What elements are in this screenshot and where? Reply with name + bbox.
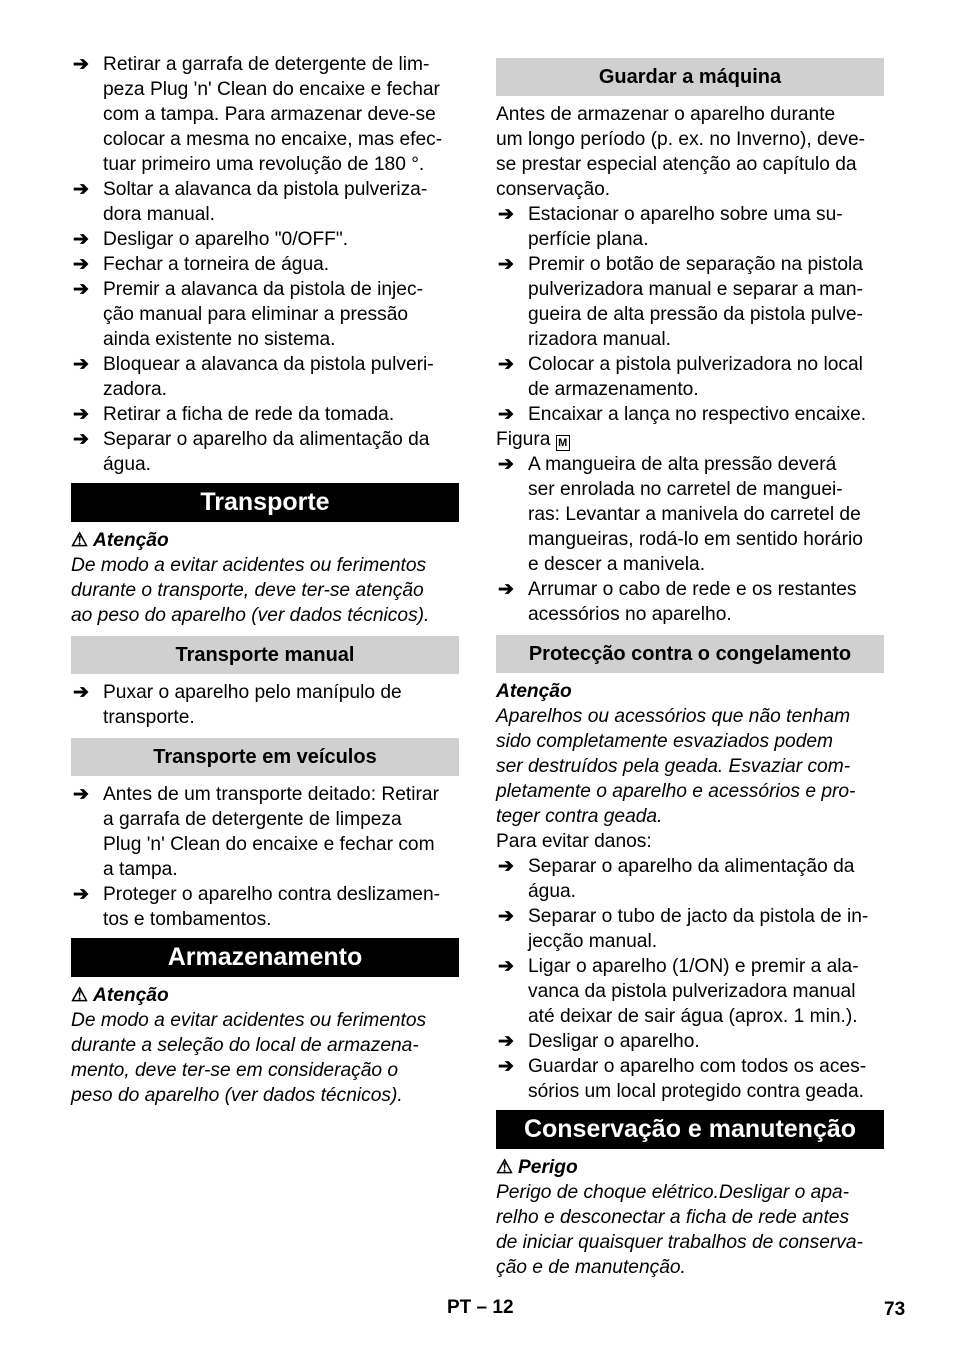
- list-item-text: Retirar a garrafa de detergente de lim- peza Plug 'n' Clean do encaixe e fechar com a tampa. Para armazenar deve-se colocar a mesma no encaixe, mas efec- tuar primeiro uma revolução de 180 °.: [103, 54, 443, 175]
- list-item: [496, 854, 884, 904]
- list-item-text: A mangueira de alta pressão deverá ser enrolada no carretel de manguei- ras: Levantar a manivela do carretel de mangueiras, rodá-lo em sentido horário e descer a manivela.: [528, 454, 863, 575]
- arrow-right-icon: ➔: [498, 354, 514, 375]
- list-item-text: Ligar o aparelho (1/ON) e premir a ala- vanca da pistola pulverizadora manual até deixar de sair água (aprox. 1 min.).: [528, 956, 859, 1027]
- warning-icon: ⚠: [71, 985, 89, 1006]
- list-item: [496, 1029, 884, 1054]
- warning-text: De modo a evitar acidentes ou ferimentos durante a seleção do local de armazena- mento, deve ter-se em consideração o peso do aparelho (ver dados técnicos).: [71, 1010, 427, 1106]
- list-item-text: Soltar a alavanca da pistola pulveriza- dora manual.: [103, 179, 428, 225]
- warning-title: [71, 983, 459, 1008]
- figure-reference: [496, 427, 884, 452]
- list-item-text: Antes de um transporte deitado: Retirar a garrafa de detergente de limpeza Plug 'n' Clean do encaixe e fechar com a tampa.: [103, 784, 439, 880]
- arrow-right-icon: ➔: [73, 229, 89, 250]
- list-item-text: Guardar o aparelho com todos os aces- sórios um local protegido contra geada.: [528, 1056, 867, 1102]
- list-item: [71, 882, 459, 932]
- arrow-right-icon: ➔: [498, 404, 514, 425]
- congelamento-intro: Para evitar danos:: [496, 831, 652, 852]
- list-item-text: Estacionar o aparelho sobre uma su- perfície plana.: [528, 204, 843, 250]
- list-item-text: Fechar a torneira de água.: [103, 254, 330, 275]
- arrow-right-icon: ➔: [498, 956, 514, 977]
- list-item: [71, 52, 459, 177]
- transporte-manual-list: [71, 680, 459, 730]
- warning-icon: ⚠: [496, 1157, 514, 1178]
- arrow-right-icon: ➔: [73, 279, 89, 300]
- heading-congelamento: Protecção contra o congelamento: [496, 635, 884, 673]
- page-number: 73: [884, 1299, 906, 1320]
- list-item: [496, 452, 884, 577]
- list-item: [496, 402, 884, 427]
- figure-ref-box: M: [556, 435, 570, 451]
- warning-text: De modo a evitar acidentes ou ferimentos durante o transporte, deve ter-se atenção ao peso do aparelho (ver dados técnicos).: [71, 555, 430, 626]
- list-item: [496, 954, 884, 1029]
- arrow-right-icon: ➔: [73, 404, 89, 425]
- page-label: PT – 12: [447, 1297, 514, 1318]
- left-intro-list: [71, 52, 459, 477]
- arrow-right-icon: ➔: [73, 54, 89, 75]
- list-item: [496, 904, 884, 954]
- list-item: [496, 1054, 884, 1104]
- heading-conservacao: Conservação e manutenção: [496, 1110, 884, 1149]
- list-item-text: Colocar a pistola pulverizadora no local de armazenamento.: [528, 354, 863, 400]
- list-item-text: Desligar o aparelho.: [528, 1031, 700, 1052]
- guardar-list-2: [496, 452, 884, 627]
- heading-transporte-manual: Transporte manual: [71, 636, 459, 674]
- guardar-intro: Antes de armazenar o aparelho durante um longo período (p. ex. no Inverno), deve- se prestar especial atenção ao capítulo da conservação.: [496, 104, 866, 200]
- list-item-text: Separar o tubo de jacto da pistola de in- jecção manual.: [528, 906, 869, 952]
- list-item: [71, 402, 459, 427]
- list-item-text: Separar o aparelho da alimentação da água.: [103, 429, 430, 475]
- arrow-right-icon: ➔: [498, 204, 514, 225]
- list-item-text: Proteger o aparelho contra deslizamen- tos e tombamentos.: [103, 884, 441, 930]
- heading-transporte-veiculos: Transporte em veículos: [71, 738, 459, 776]
- warning-title: [71, 528, 459, 553]
- guardar-list: [496, 202, 884, 427]
- congelamento-list: [496, 854, 884, 1104]
- heading-guardar: Guardar a máquina: [496, 58, 884, 96]
- list-item-text: Encaixar a lança no respectivo encaixe.: [528, 404, 867, 425]
- arrow-right-icon: ➔: [498, 906, 514, 927]
- warning-title: [496, 679, 884, 704]
- arrow-right-icon: ➔: [498, 856, 514, 877]
- list-item: [496, 252, 884, 352]
- arrow-right-icon: ➔: [73, 784, 89, 805]
- list-item: [71, 782, 459, 882]
- list-item: [71, 177, 459, 227]
- arrow-right-icon: ➔: [498, 579, 514, 600]
- arrow-right-icon: ➔: [498, 1056, 514, 1077]
- right-column: [496, 58, 884, 1280]
- list-item: [496, 577, 884, 627]
- arrow-right-icon: ➔: [73, 884, 89, 905]
- arrow-right-icon: ➔: [498, 1031, 514, 1052]
- list-item: [496, 352, 884, 402]
- warning-text: Aparelhos ou acessórios que não tenham sido completamente esvaziados podem ser destruídos pela geada. Esvaziar com- pletamente o aparelho e acessórios e pro- teger contra geada.: [496, 706, 856, 827]
- arrow-right-icon: ➔: [73, 254, 89, 275]
- heading-transporte: Transporte: [71, 483, 459, 522]
- heading-armazenamento: Armazenamento: [71, 938, 459, 977]
- warning-title-text: Perigo: [518, 1157, 578, 1178]
- arrow-right-icon: ➔: [73, 179, 89, 200]
- warning-title-text: Atenção: [93, 530, 169, 551]
- list-item: [71, 277, 459, 352]
- list-item-text: Premir o botão de separação na pistola pulverizadora manual e separar a man- gueira de alta pressão da pistola pulve- rizadora manual.: [528, 254, 863, 350]
- figure-label: Figura: [496, 429, 551, 450]
- list-item-text: Arrumar o cabo de rede e os restantes acessórios no aparelho.: [528, 579, 857, 625]
- list-item-text: Bloquear a alavanca da pistola pulveri- zadora.: [103, 354, 434, 400]
- list-item-text: Separar o aparelho da alimentação da água.: [528, 856, 855, 902]
- list-item: [71, 352, 459, 402]
- warning-title: [496, 1155, 884, 1180]
- list-item-text: Retirar a ficha de rede da tomada.: [103, 404, 395, 425]
- list-item: [71, 680, 459, 730]
- list-item: [71, 227, 459, 252]
- transporte-veiculos-list: [71, 782, 459, 932]
- left-column: [71, 52, 459, 1108]
- arrow-right-icon: ➔: [73, 682, 89, 703]
- list-item-text: Desligar o aparelho "0/OFF".: [103, 229, 349, 250]
- warning-text: Perigo de choque elétrico.Desligar o apa- relho e desconectar a ficha de rede antes de iniciar quaisquer trabalhos de conserva- ção e de manutenção.: [496, 1182, 863, 1278]
- arrow-right-icon: ➔: [73, 429, 89, 450]
- warning-title-text: Atenção: [93, 985, 169, 1006]
- list-item-text: Premir a alavanca da pistola de injec- ção manual para eliminar a pressão ainda existente no sistema.: [103, 279, 423, 350]
- list-item: [71, 252, 459, 277]
- list-item: [71, 427, 459, 477]
- arrow-right-icon: ➔: [498, 454, 514, 475]
- list-item-text: Puxar o aparelho pelo manípulo de transporte.: [103, 682, 402, 728]
- arrow-right-icon: ➔: [498, 254, 514, 275]
- warning-icon: ⚠: [71, 530, 89, 551]
- list-item: [496, 202, 884, 252]
- warning-title-text: Atenção: [496, 681, 572, 702]
- arrow-right-icon: ➔: [73, 354, 89, 375]
